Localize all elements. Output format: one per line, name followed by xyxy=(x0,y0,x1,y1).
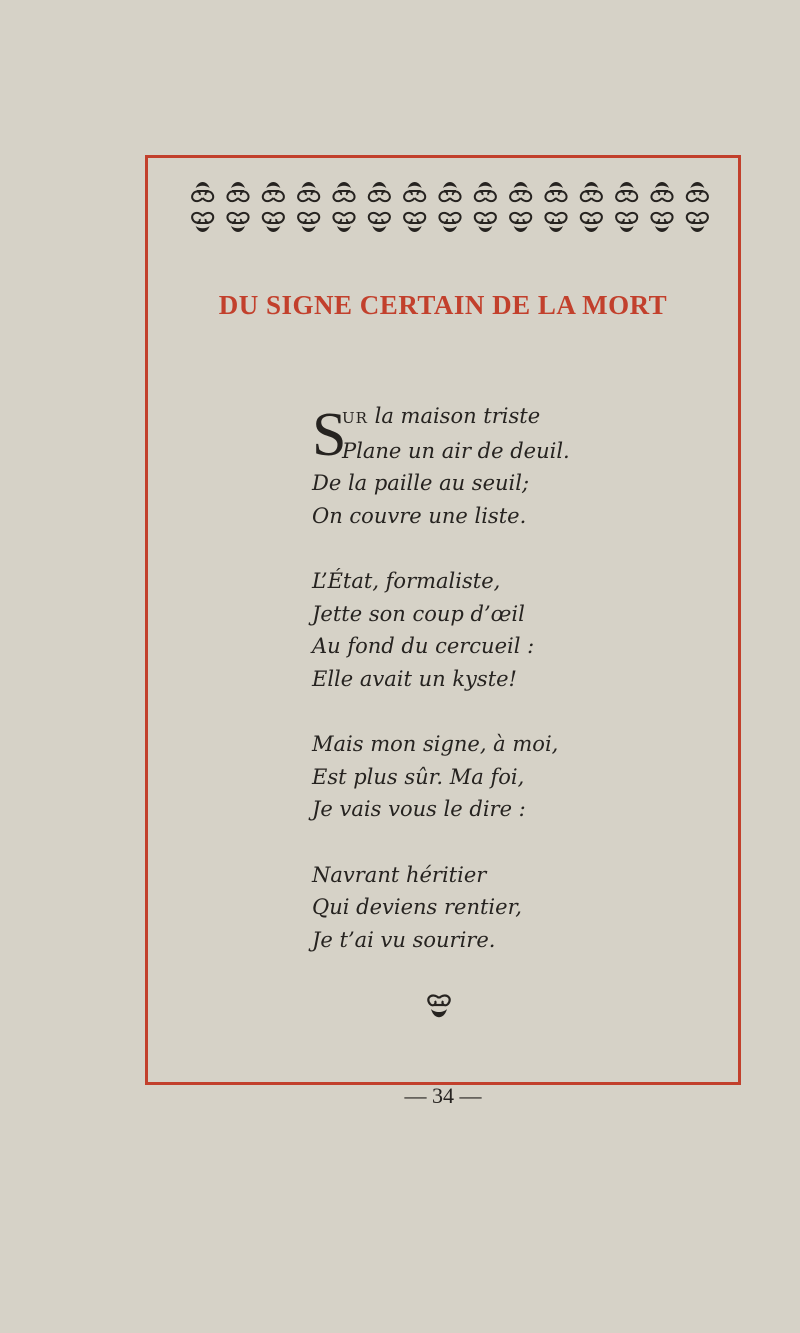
ornament-fleuron-icon xyxy=(404,213,425,232)
ornament-fleuron-icon xyxy=(475,213,496,232)
ornament-fleuron-icon xyxy=(475,182,496,201)
ornament-fleuron-icon xyxy=(616,213,637,232)
poem-line: Qui deviens rentier, xyxy=(312,895,522,919)
poem-line: Jette son coup d’œil xyxy=(312,601,525,626)
stanza-3 xyxy=(312,728,632,826)
ornament-fleuron-icon xyxy=(439,213,460,232)
ornament-fleuron-icon xyxy=(581,182,602,201)
ornament-fleuron-icon xyxy=(333,213,354,232)
ornament-band xyxy=(185,168,715,248)
ornament-fleuron-icon xyxy=(510,182,531,201)
poem-line: Est plus sûr. Ma foi, xyxy=(312,764,525,789)
ornament-fleuron-icon xyxy=(263,213,284,232)
poem-line: Elle avait un kyste! xyxy=(312,666,517,691)
first-line-text: la maison triste xyxy=(367,404,541,428)
poem-body xyxy=(312,400,632,989)
ornament-fleuron-icon xyxy=(651,213,672,232)
poem-line: De la paille au seuil; xyxy=(312,471,530,495)
ornament-fleuron-icon xyxy=(545,182,566,201)
ornament-fleuron-icon xyxy=(333,182,354,201)
poem-line: On couvre une liste. xyxy=(312,503,527,528)
stanza-1 xyxy=(312,400,632,532)
ornament-fleuron-icon xyxy=(192,213,213,232)
poem-line: L’État, formaliste, xyxy=(312,569,501,593)
ornament-fleuron-icon xyxy=(369,213,390,232)
ornament-fleuron-icon xyxy=(263,182,284,201)
stanza-2 xyxy=(312,565,632,695)
ornament-fleuron-icon xyxy=(298,213,319,232)
ornament-fleuron-icon xyxy=(227,182,248,201)
ornament-fleuron-icon xyxy=(687,182,708,201)
poem-line: Je t’ai vu sourire. xyxy=(312,927,496,952)
ornament-fleuron-icon xyxy=(298,182,319,201)
ornament-fleuron-icon xyxy=(545,213,566,232)
ornament-fleuron-icon xyxy=(192,182,213,201)
page-number: — 34 — xyxy=(404,1083,482,1108)
fleuron-icon xyxy=(422,990,456,1024)
poem-line: Mais mon signe, à moi, xyxy=(312,732,559,756)
ornament-fleuron-icon xyxy=(581,213,602,232)
poem-line: Plane un air de deuil. xyxy=(342,438,570,463)
ornament-fleuron-icon xyxy=(227,213,248,232)
stanza-4 xyxy=(312,859,632,957)
ornament-fleuron-icon xyxy=(616,182,637,201)
small-caps-text: UR xyxy=(342,409,368,427)
poem-line: Je vais vous le dire : xyxy=(312,797,526,821)
ornament-fleuron-icon xyxy=(510,213,531,232)
poem-line: Au fond du cercueil : xyxy=(312,634,535,658)
ornament-fleuron-icon xyxy=(439,182,460,201)
ornament-fleuron-icon xyxy=(404,182,425,201)
ornament-fleuron-icon xyxy=(369,182,390,201)
poem-title: DU SIGNE CERTAIN DE LA MORT xyxy=(218,290,668,320)
poem-line: Navrant héritier xyxy=(312,862,487,887)
ornament-fleuron-icon xyxy=(651,182,672,201)
poem-line xyxy=(312,400,632,435)
ornament-fleuron-icon xyxy=(687,213,708,232)
drop-cap: S xyxy=(312,401,347,469)
